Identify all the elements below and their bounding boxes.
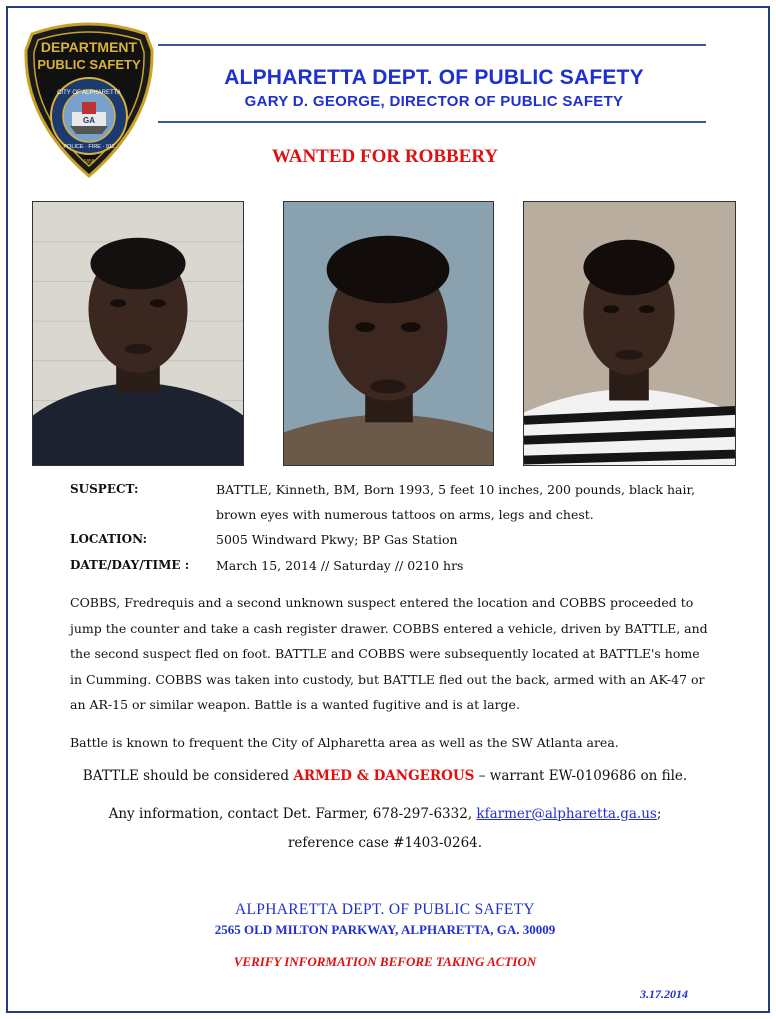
footer-title: ALPHARETTA DEPT. OF PUBLIC SAFETY: [235, 901, 535, 918]
suspect-photo-3: [523, 201, 736, 466]
contact-email-link[interactable]: kfarmer@alpharetta.ga.us: [476, 806, 657, 822]
contact-prefix: Any information, contact Det. Farmer, 678-297-6332,: [108, 806, 477, 822]
header-rule-top: [158, 44, 706, 46]
badge-top-text: DEPARTMENT: [40, 39, 138, 55]
footer-address: 2565 OLD MILTON PARKWAY, ALPHARETTA, GA. 30009: [214, 922, 556, 937]
suspect-photo-2: [283, 201, 494, 466]
armed-dangerous-text: ARMED & DANGEROUS: [293, 768, 475, 784]
location-label: LOCATION:: [70, 532, 148, 546]
badge-year: 1858: [83, 159, 95, 165]
header-title: ALPHARETTA DEPT. OF PUBLIC SAFETY: [224, 66, 644, 89]
badge-mid-text: PUBLIC SAFETY: [37, 57, 141, 72]
badge-ring-text: CITY OF ALPHARETTA: [57, 90, 121, 96]
verify-notice: VERIFY INFORMATION BEFORE TAKING ACTION: [233, 954, 537, 969]
header-subtitle: GARY D. GEORGE, DIRECTOR OF PUBLIC SAFETY: [244, 93, 624, 110]
location-value: 5005 Windward Pkwy; BP Gas Station: [216, 532, 458, 547]
frequent-paragraph: Battle is known to frequent the City of Alpharetta area as well as the SW Atlanta area.: [70, 735, 619, 750]
warning-prefix: BATTLE should be considered: [82, 768, 294, 784]
narrative-paragraph: COBBS, Fredrequis and a second unknown suspect entered the location and COBBS proceeded to jump the counter and take a cash register drawer. COBBS entered a vehicle, driven by BATTLE, and the second suspect fled on foot. BATTLE and COBBS were subsequently located at BATTLE's home in Cumming. COBBS was taken into custody, but BATTLE fled out the back, armed with an AK-47 or an AR-15 or similar weapon. Battle is a wanted fugitive and is at large.: [70, 595, 708, 712]
warning-suffix: – warrant EW-0109686 on file.: [474, 768, 688, 784]
contact-suffix: ;: [656, 806, 662, 822]
badge-state: GA: [83, 116, 95, 125]
suspect-label: SUSPECT:: [70, 482, 139, 496]
wanted-headline: WANTED FOR ROBBERY: [271, 146, 499, 167]
badge-bottom-text: POLICE · FIRE · 911: [63, 144, 115, 150]
header-rule-bottom: [158, 121, 706, 123]
date-value: March 15, 2014 // Saturday // 0210 hrs: [216, 558, 464, 573]
suspect-line-2: brown eyes with numerous tattoos on arms, legs and chest.: [216, 507, 594, 522]
reference-case: reference case #1403-0264.: [287, 835, 483, 851]
suspect-line-1: BATTLE, Kinneth, BM, Born 1993, 5 feet 10 inches, 200 pounds, black hair,: [216, 482, 696, 497]
warning-line: [0, 768, 770, 784]
date-label: DATE/DAY/TIME :: [70, 558, 190, 572]
document-date: 3.17.2014: [640, 987, 688, 1001]
contact-line: [0, 806, 770, 822]
suspect-photo-1: [32, 201, 244, 466]
